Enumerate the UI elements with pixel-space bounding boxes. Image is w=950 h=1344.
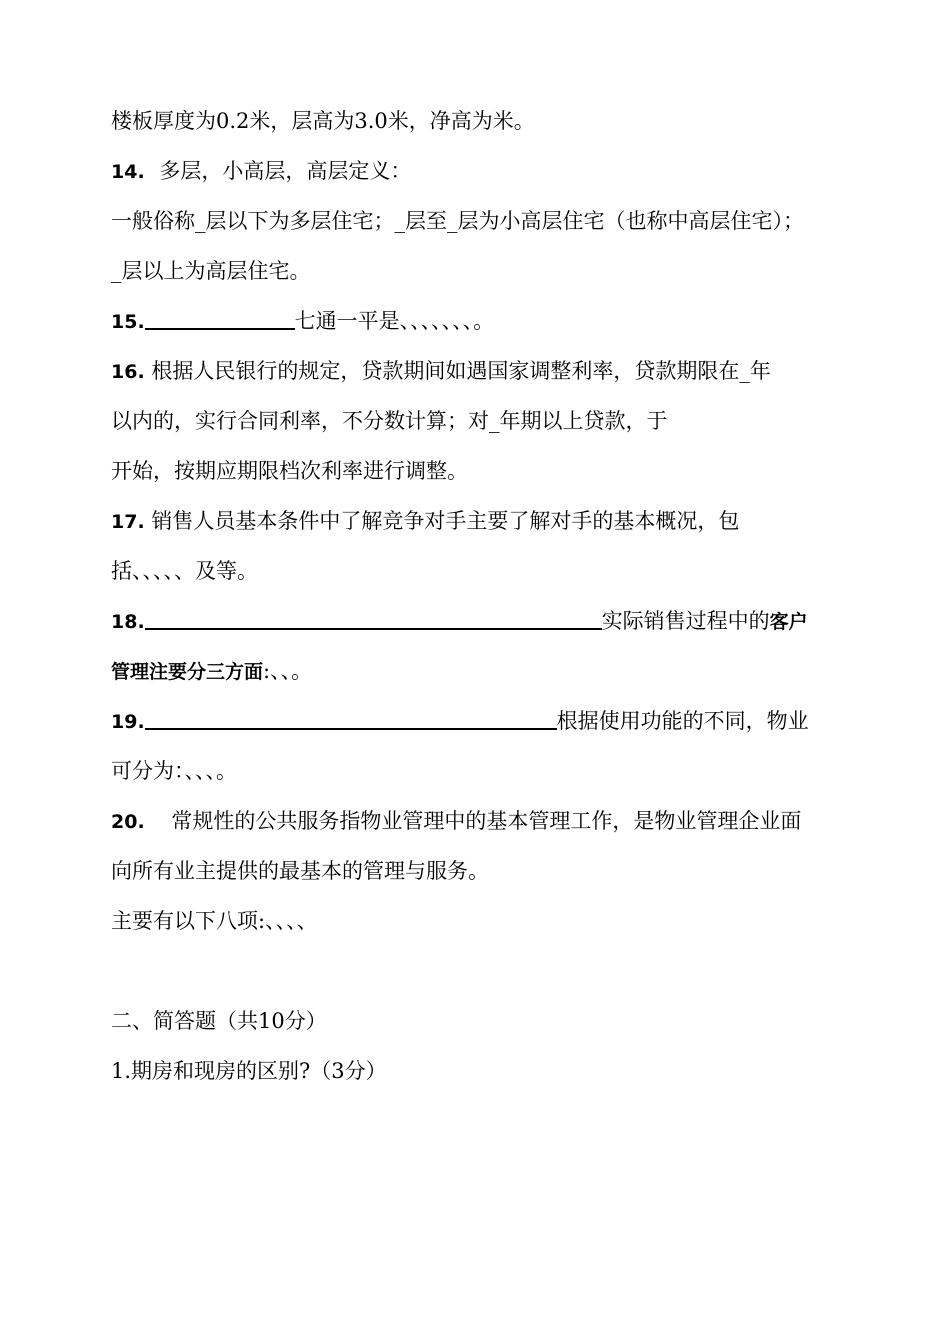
text-line — [111, 407, 668, 435]
text-line — [111, 907, 318, 935]
floor-height-text: 楼板厚度为0.2米，层高为3.0米，净高为米。 — [111, 109, 535, 133]
question-18 — [111, 607, 808, 636]
text-line — [111, 757, 237, 785]
question-19 — [111, 707, 809, 736]
question-number: 19. — [111, 711, 145, 733]
question-text: 1.期房和现房的区别?（3分） — [111, 1059, 387, 1083]
question-text: 多层，小高层，高层定义： — [159, 159, 412, 183]
text-line — [111, 557, 258, 585]
question-text: 根据使用功能的不同，物业 — [556, 709, 809, 733]
question-text: 常规性的公共服务指物业管理中的基本管理工作，是物业管理企业面 — [171, 809, 802, 833]
text-line — [111, 107, 535, 135]
question-number: 15. — [111, 311, 145, 333]
question-20 — [111, 807, 801, 836]
section-title: 二、简答题（共10分） — [111, 1009, 327, 1033]
text-line — [111, 857, 489, 885]
question-17 — [111, 507, 739, 536]
question-number: 14. — [111, 161, 145, 183]
question-text: 以内的，实行合同利率，不分数计算；对_年期以上贷款，于 — [111, 409, 668, 433]
question-15 — [111, 307, 494, 336]
answer-blank — [145, 608, 602, 630]
question-number: 17. — [111, 511, 145, 533]
question-16 — [111, 357, 771, 386]
text-line — [111, 657, 312, 686]
text-line — [111, 457, 468, 485]
question-number: 18. — [111, 611, 145, 633]
question-text: 可分为：、、、。 — [111, 759, 237, 783]
question-text: 销售人员基本条件中了解竞争对手主要了解对手的基本概况，包 — [151, 509, 740, 533]
question-text: _层以上为高层住宅。 — [111, 259, 311, 283]
question-text-bold: 管理注要分三方面 — [111, 661, 264, 683]
question-number: 20. — [111, 811, 145, 833]
answer-blank — [145, 308, 295, 330]
question-text: 主要有以下八项:、、、、 — [111, 909, 318, 933]
question-text-bold: 客户 — [769, 611, 808, 633]
section-heading — [111, 1007, 327, 1035]
question-text: 根据人民银行的规定，贷款期间如遇国家调整利率，贷款期限在_年 — [151, 359, 771, 383]
question-text: 括、、、、、及等。 — [111, 559, 258, 583]
question-number: 16. — [111, 361, 145, 383]
short-answer-question-1 — [111, 1057, 387, 1085]
question-text: :、、。 — [263, 659, 313, 683]
answer-blank — [145, 708, 557, 730]
question-text: 开始，按期应期限档次利率进行调整。 — [111, 459, 468, 483]
question-text: 一般俗称_层以下为多层住宅；_层至_层为小高层住宅（也称中高层住宅）； — [111, 209, 804, 233]
question-text: 实际销售过程中的 — [601, 609, 770, 633]
question-text: 七通一平是、、、、、、、。 — [294, 309, 495, 333]
text-line — [111, 207, 804, 235]
question-14 — [111, 157, 411, 186]
question-text: 向所有业主提供的最基本的管理与服务。 — [111, 859, 489, 883]
text-line — [111, 257, 311, 285]
